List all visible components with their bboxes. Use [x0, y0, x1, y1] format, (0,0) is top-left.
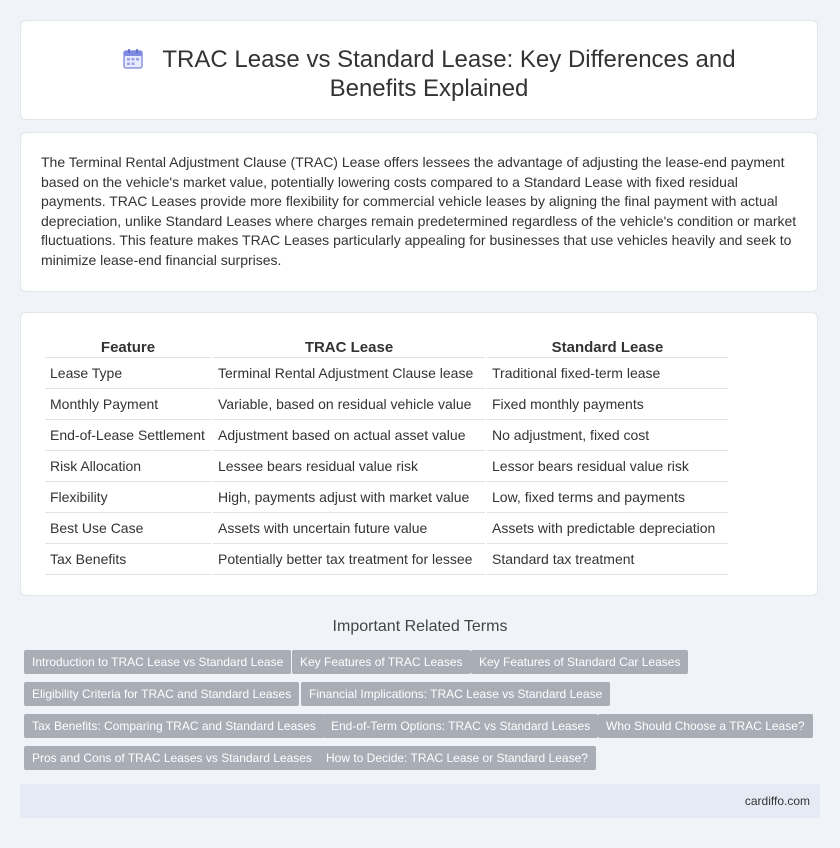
related-tag-pros-cons[interactable]: Pros and Cons of TRAC Leases vs Standard Leases: [24, 746, 320, 770]
title-card: [20, 20, 818, 120]
cell-trac: Variable, based on residual vehicle value: [213, 389, 485, 420]
cell-trac: Terminal Rental Adjustment Clause lease: [213, 358, 485, 389]
related-tag-trac-features[interactable]: Key Features of TRAC Leases: [292, 650, 471, 674]
table-row: [45, 482, 728, 513]
cell-standard: Lessor bears residual value risk: [487, 451, 728, 482]
cell-feature: End-of-Lease Settlement: [45, 420, 211, 451]
cell-feature: Flexibility: [45, 482, 211, 513]
intro-paragraph: The Terminal Rental Adjustment Clause (TRAC) Lease offers lessees the advantage of adjusting the lease-end payment based on the vehicle's market value, potentially lowering costs compared to a Standard Lease with fixed residual payments. TRAC Leases provide more flexibility for commercial vehicle leases by aligning the final payment with actual depreciation, unlike Standard Leases where charges remain predetermined regardless of the vehicle's condition or market fluctuations. This feature makes TRAC Leases particularly appealing for businesses that use vehicles heavily and seek to minimize lease-end financial surprises.: [41, 154, 797, 268]
header-feature: Feature: [45, 335, 211, 358]
calendar-icon: [122, 48, 144, 70]
table-header-row: [45, 335, 728, 358]
related-tag-end-of-term[interactable]: End-of-Term Options: TRAC vs Standard Leases: [323, 714, 598, 738]
cell-standard: Standard tax treatment: [487, 544, 728, 575]
cell-trac: Lessee bears residual value risk: [213, 451, 485, 482]
header-trac-lease: TRAC Lease: [213, 335, 485, 358]
related-tag-financial[interactable]: Financial Implications: TRAC Lease vs Standard Lease: [301, 682, 610, 706]
table-row: [45, 544, 728, 575]
related-tag-introduction[interactable]: Introduction to TRAC Lease vs Standard Lease: [24, 650, 291, 674]
cell-standard: No adjustment, fixed cost: [487, 420, 728, 451]
related-tag-how-to-decide[interactable]: How to Decide: TRAC Lease or Standard Lease?: [318, 746, 596, 770]
cell-trac: Adjustment based on actual asset value: [213, 420, 485, 451]
comparison-table-card: [20, 312, 818, 596]
related-tag-standard-features[interactable]: Key Features of Standard Car Leases: [471, 650, 688, 674]
footer: [20, 784, 820, 818]
table-row: [45, 358, 728, 389]
related-tag-who-should-choose[interactable]: Who Should Choose a TRAC Lease?: [598, 714, 813, 738]
table-row: [45, 389, 728, 420]
header-standard-lease: Standard Lease: [487, 335, 728, 358]
cell-standard: Assets with predictable depreciation: [487, 513, 728, 544]
cell-standard: Traditional fixed-term lease: [487, 358, 728, 389]
cell-feature: Monthly Payment: [45, 389, 211, 420]
cell-standard: Fixed monthly payments: [487, 389, 728, 420]
cell-standard: Low, fixed terms and payments: [487, 482, 728, 513]
related-tag-eligibility[interactable]: Eligibility Criteria for TRAC and Standard Leases: [24, 682, 299, 706]
footer-site[interactable]: cardiffo.com: [744, 794, 810, 808]
table-row: [45, 420, 728, 451]
cell-feature: Best Use Case: [45, 513, 211, 544]
page-title-wrap: [81, 45, 777, 103]
table-row: [45, 513, 728, 544]
intro-card: [20, 132, 818, 292]
related-terms-title: Important Related Terms: [332, 618, 508, 635]
cell-feature: Risk Allocation: [45, 451, 211, 482]
cell-feature: Lease Type: [45, 358, 211, 389]
related-tag-tax-benefits[interactable]: Tax Benefits: Comparing TRAC and Standard Leases: [24, 714, 324, 738]
cell-trac: High, payments adjust with market value: [213, 482, 485, 513]
table-row: [45, 451, 728, 482]
cell-trac: Assets with uncertain future value: [213, 513, 485, 544]
page-title: TRAC Lease vs Standard Lease: Key Differences and Benefits Explained: [162, 46, 736, 102]
cell-trac: Potentially better tax treatment for lessee: [213, 544, 485, 575]
cell-feature: Tax Benefits: [45, 544, 211, 575]
comparison-table: [43, 335, 730, 575]
